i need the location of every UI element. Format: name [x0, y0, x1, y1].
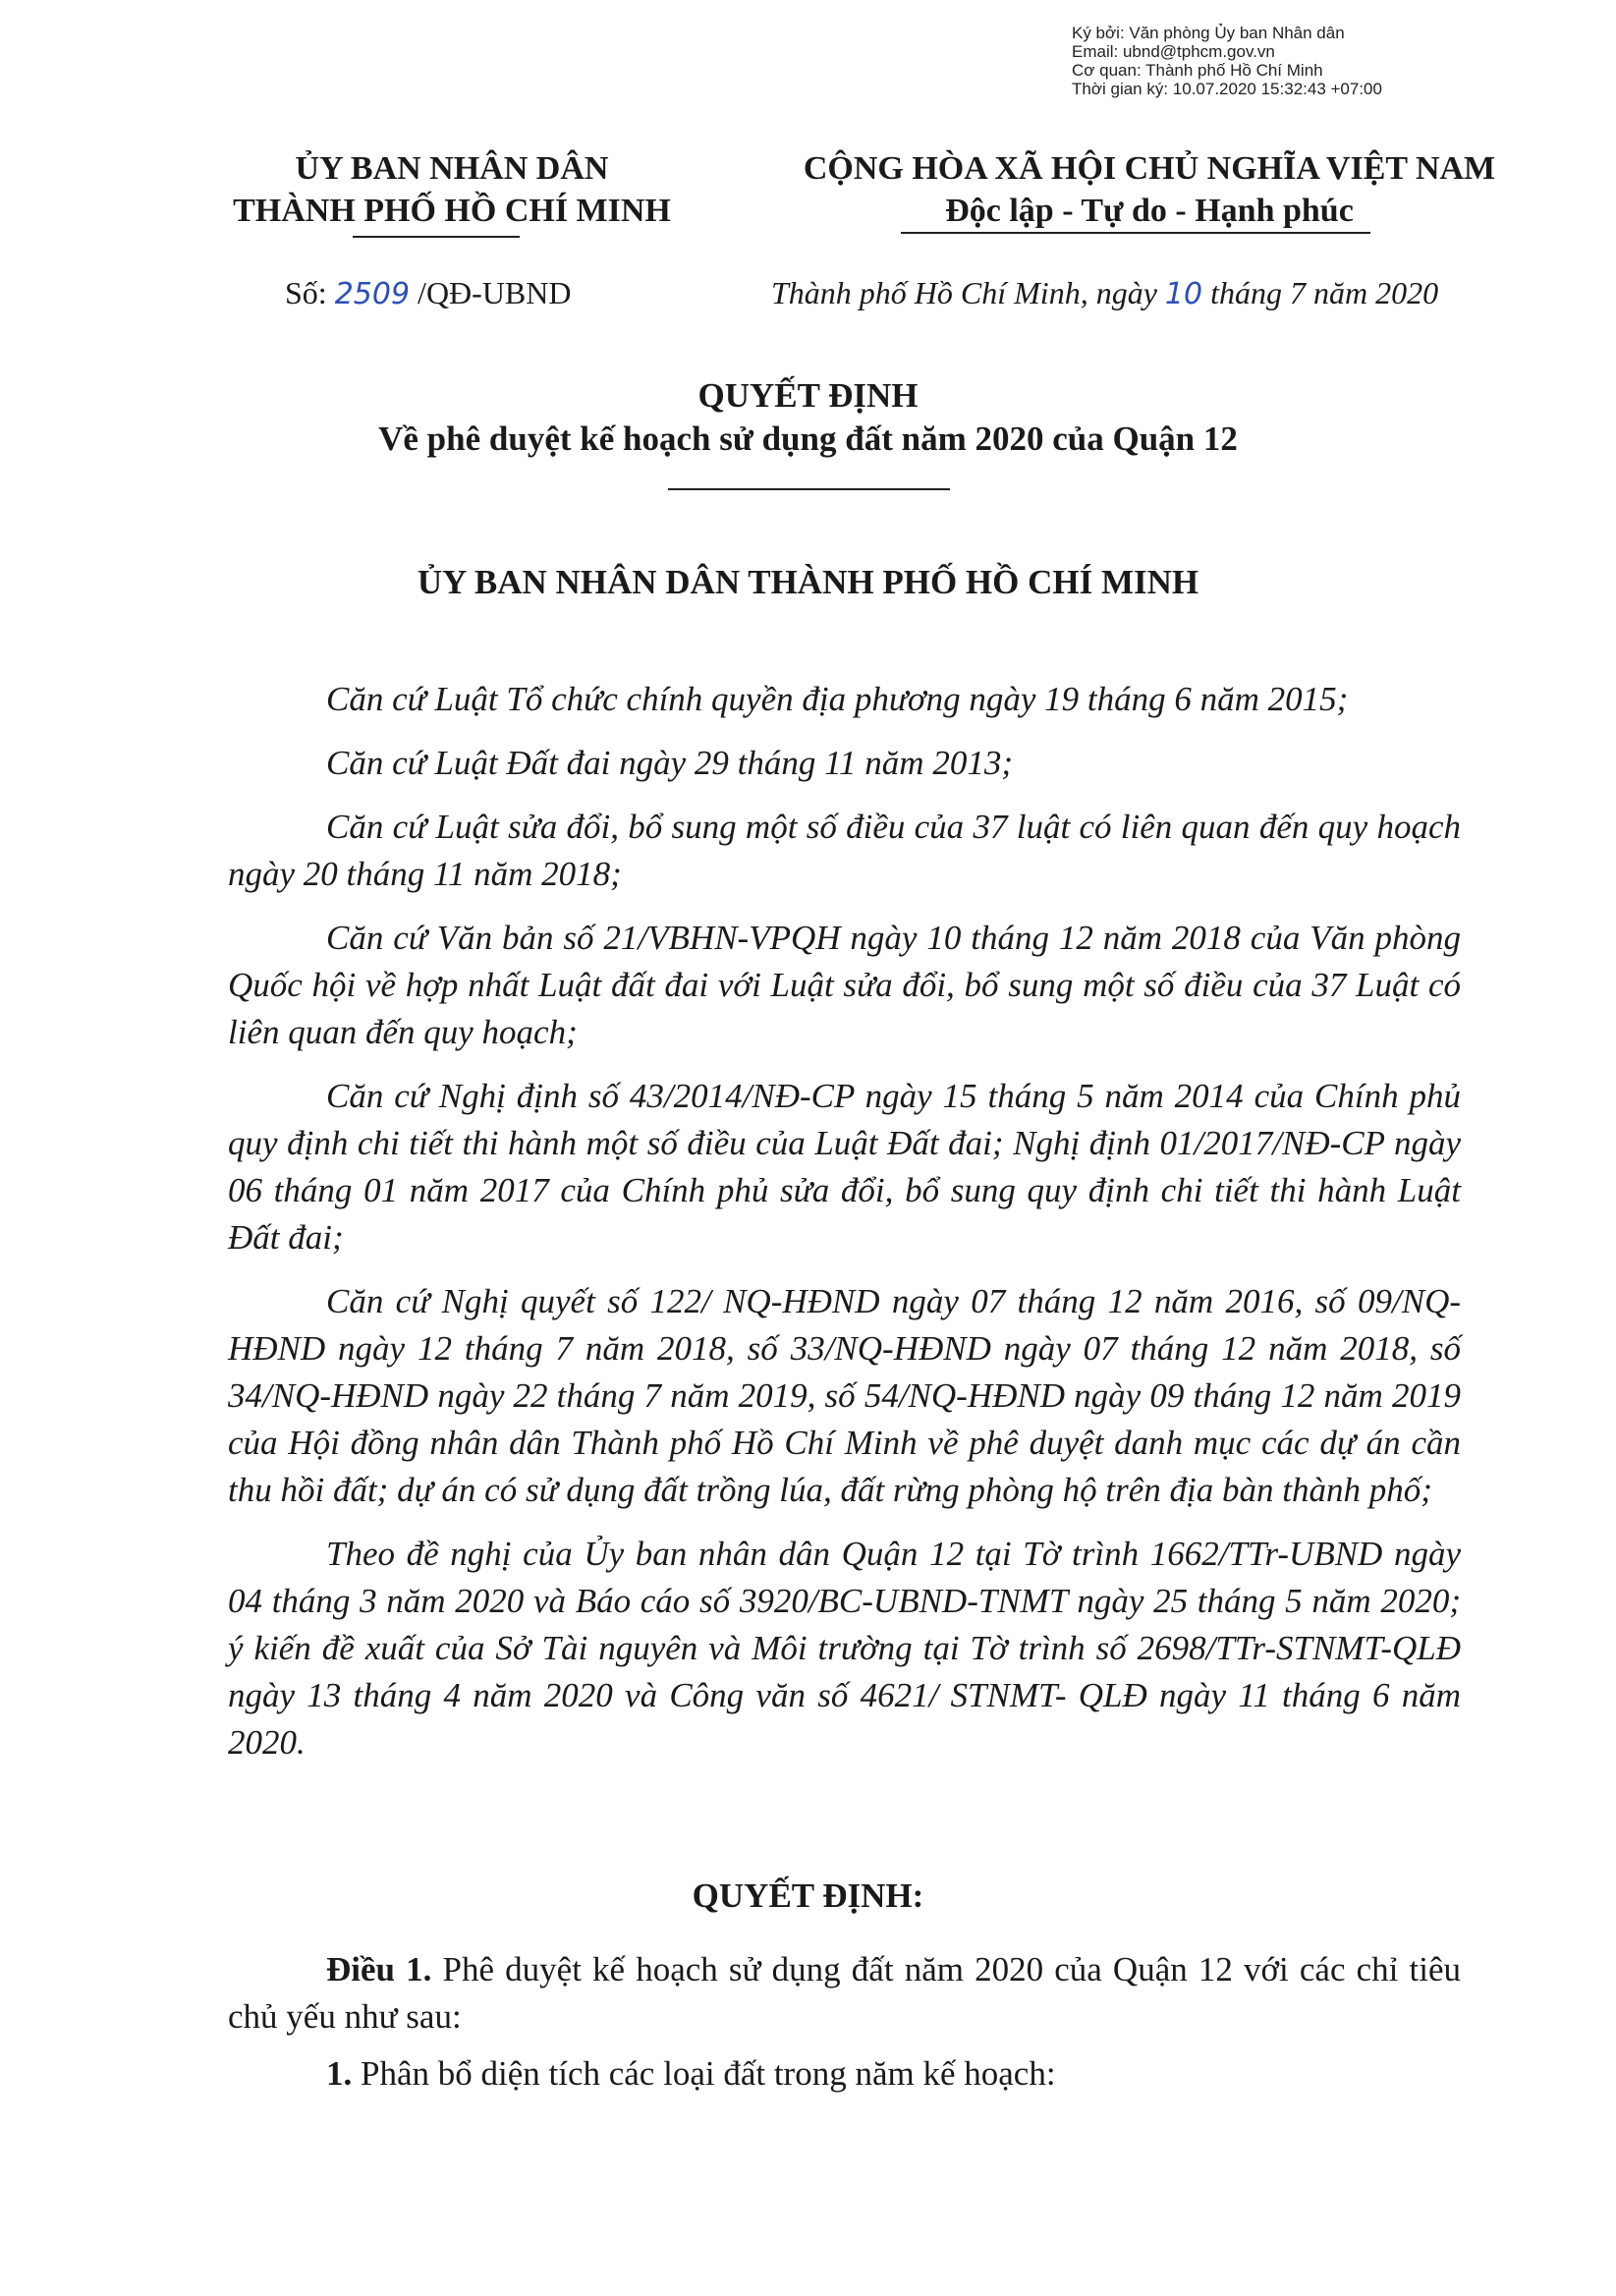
issuer-block — [177, 147, 727, 232]
document-subject: Về phê duyệt kế hoạch sử dụng đất năm 2020 của Quận 12 — [378, 420, 1238, 458]
item-1-paragraph — [228, 2050, 1461, 2098]
issuer-underline — [353, 236, 520, 238]
number-suffix: /QĐ-UBND — [410, 275, 572, 310]
preamble-paragraph: Căn cứ Luật Tổ chức chính quyền địa phương ngày 19 tháng 6 năm 2015; — [326, 680, 1349, 718]
preamble-paragraph: Căn cứ Nghị quyết số 122/ NQ-HĐND ngày 07 tháng 12 năm 2016, số 09/NQ-HĐND ngày 12 tháng 7 năm 2018, số 33/NQ-HĐND ngày 07 tháng 12 năm 2018, số 34/NQ-HĐND ngày 22 tháng 7 năm 2019, số 54/NQ-HĐND ngày 09 tháng 12 năm 2019 của Hội đồng nhân dân Thành phố Hồ Chí Minh về phê duyệt danh mục các dự án cần thu hồi đất; dự án có sử dụng đất trồng lúa, đất rừng phòng hộ trên địa bàn thành phố; — [228, 1282, 1461, 1509]
preamble — [228, 676, 1461, 1783]
item-1-text: Phân bổ diện tích các loại đất trong năm kế hoạch: — [352, 2054, 1056, 2093]
date-suffix: tháng 7 năm 2020 — [1202, 275, 1439, 310]
decision-heading: QUYẾT ĐỊNH: — [692, 1876, 924, 1915]
national-motto-block — [756, 147, 1542, 232]
issuer-line-2: THÀNH PHỐ HỒ CHÍ MINH — [233, 193, 671, 229]
signer-agency: Cơ quan: Thành phố Hồ Chí Minh — [1072, 61, 1323, 80]
preamble-paragraph: Căn cứ Văn bản số 21/VBHN-VPQH ngày 10 tháng 12 năm 2018 của Văn phòng Quốc hội về hợp nhất Luật đất đai với Luật sửa đổi, bổ sung một số điều của 37 Luật có liên quan đến quy hoạch; — [228, 919, 1461, 1051]
digital-signature-block — [1072, 24, 1382, 98]
article-1-text: Phê duyệt kế hoạch sử dụng đất năm 2020 của Quận 12 với các chỉ tiêu chủ yếu như sau: — [228, 1950, 1461, 2036]
date-day-handwritten: 10 — [1164, 277, 1203, 311]
signed-time: Thời gian ký: 10.07.2020 15:32:43 +07:00 — [1072, 80, 1382, 98]
nation-name: CỘNG HÒA XÃ HỘI CHỦ NGHĨA VIỆT NAM — [803, 150, 1496, 187]
document-number — [285, 273, 571, 314]
number-handwritten: 2509 — [334, 277, 411, 311]
nation-motto: Độc lập - Tự do - Hạnh phúc — [945, 193, 1354, 229]
signer-email: Email: ubnd@tphcm.gov.vn — [1072, 42, 1275, 61]
place-and-date — [771, 273, 1438, 314]
signed-by: Ký bởi: Văn phòng Ủy ban Nhân dân — [1072, 24, 1345, 42]
article-1-label: Điều 1. — [326, 1950, 432, 1988]
subject-divider — [668, 488, 950, 490]
preamble-paragraph: Căn cứ Nghị định số 43/2014/NĐ-CP ngày 15 tháng 5 năm 2014 của Chính phủ quy định chi tiết thi hành một số điều của Luật Đất đai; Nghị định 01/2017/NĐ-CP ngày 06 tháng 01 năm 2017 của Chính phủ sửa đổi, bổ sung quy định chi tiết thi hành Luật Đất đai; — [228, 1077, 1461, 1257]
issuing-authority: ỦY BAN NHÂN DÂN THÀNH PHỐ HỒ CHÍ MINH — [417, 563, 1199, 601]
number-prefix: Số: — [285, 275, 335, 310]
article-1-paragraph — [228, 1946, 1461, 2041]
preamble-paragraph: Căn cứ Luật Đất đai ngày 29 tháng 11 năm 2013; — [326, 744, 1013, 782]
article-1 — [228, 1946, 1461, 2107]
motto-underline — [901, 232, 1370, 234]
date-prefix: Thành phố Hồ Chí Minh, ngày — [771, 275, 1165, 310]
document-type: QUYẾT ĐỊNH — [697, 376, 919, 415]
issuer-line-1: ỦY BAN NHÂN DÂN — [295, 150, 609, 187]
preamble-paragraph: Căn cứ Luật sửa đổi, bổ sung một số điều của 37 luật có liên quan đến quy hoạch ngày 20 tháng 11 năm 2018; — [228, 808, 1461, 893]
preamble-paragraph: Theo đề nghị của Ủy ban nhân dân Quận 12 tại Tờ trình 1662/TTr-UBND ngày 04 tháng 3 năm 2020 và Báo cáo số 3920/BC-UBND-TNMT ngày 25 tháng 5 năm 2020; ý kiến đề xuất của Sở Tài nguyên và Môi trường tại Tờ trình số 2698/TTr-STNMT-QLĐ ngày 13 tháng 4 năm 2020 và Công văn số 4621/ STNMT- QLĐ ngày 11 tháng 6 năm 2020. — [228, 1535, 1461, 1762]
item-1-label: 1. — [326, 2054, 353, 2093]
